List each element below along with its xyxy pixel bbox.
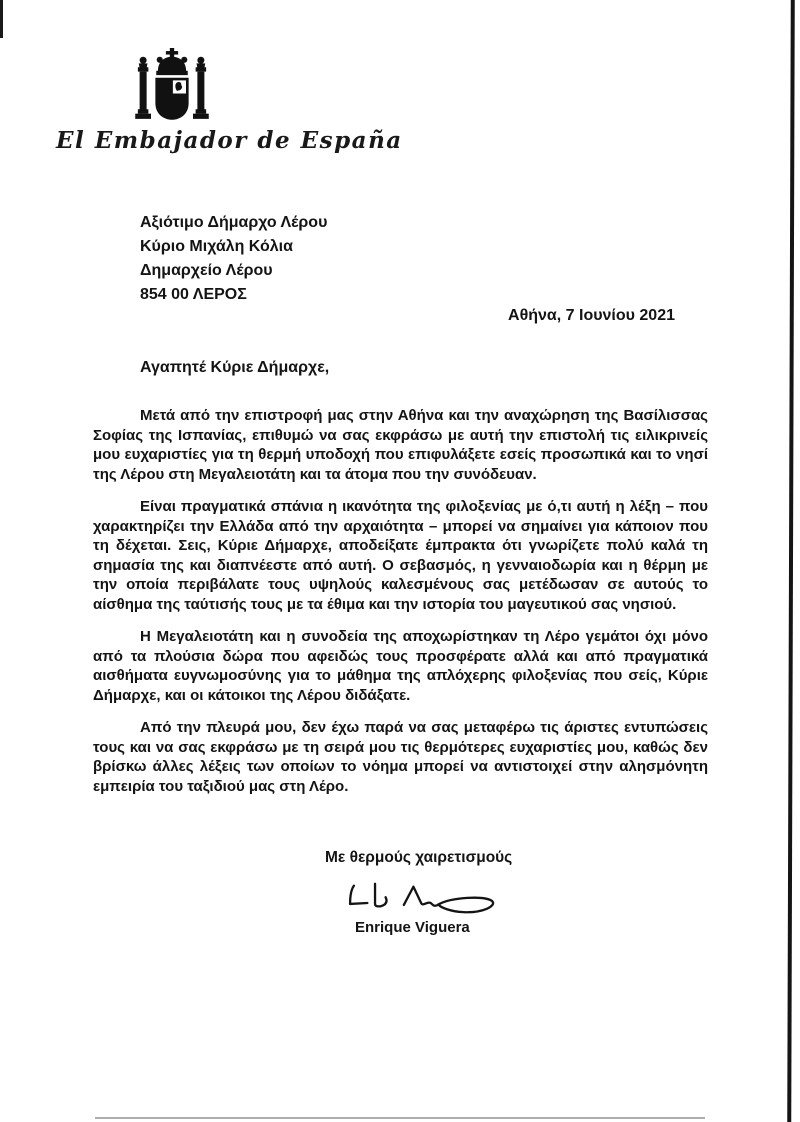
recipient-line: 854 00 ΛΕΡΟΣ: [140, 286, 247, 303]
recipient-address: [140, 211, 327, 307]
scan-artifact-bottom-edge: [95, 1117, 705, 1119]
salutation: Αγαπητέ Κύριε Δήμαρχε,: [140, 359, 330, 376]
body-paragraph-3: Η Μεγαλειοτάτη και η συνοδεία της αποχωρίστηκαν τη Λέρο γεμάτοι όχι μόνο από τα πλούσια δώρα που αφειδώς τους προσφέρατε αλλά και από πραγματικά αισθήματα ευγνωμοσύνης για το μάθημα της απλόχερης φιλοξενίας που σείς, Κύριε Δήμαρχε, και οι κάτοικοι της Λέρου διδάξατε.: [93, 628, 708, 704]
recipient-line: Δημαρχείο Λέρου: [140, 262, 273, 279]
closing-phrase: Με θερμούς χαιρετισμούς: [325, 849, 513, 866]
recipient-line: Κύριο Μιχάλη Κόλια: [140, 238, 293, 255]
date-line: Αθήνα, 7 Ιουνίου 2021: [508, 307, 675, 324]
letter-body: [93, 406, 708, 809]
spain-coat-of-arms-icon: [128, 48, 216, 132]
body-paragraph-2: Είναι πραγματικά σπάνια η ικανότητα της φιλοξενίας με ό,τι αυτή η λέξη – που χαρακτηρίζει την Ελλάδα από την αρχαιότητα – μπορεί να σημαίνει για κάποιον που τη δέχεται. Σεις, Κύριε Δήμαρχε, αποδείξατε έμπρακτα ότι γνωρίζετε πολύ καλά τη σημασία της και διαπνέεστε από αυτή. Ο σεβασμός, η γενναιοδωρία και η θέρμη με την οποία περιβάλατε τους υψηλούς καλεσμένους σας μετέδωσαν σε αυτούς το αίσθημα της ταύτισής τους με τα έθιμα και την ιστορία του μαγευτικού σας νησιού.: [93, 498, 708, 613]
signatory-name: Enrique Viguera: [355, 919, 470, 936]
letterhead-title: El Embajador de España: [56, 127, 403, 154]
scan-artifact-top-left: [0, 0, 3, 38]
body-paragraph-4: Από την πλευρά μου, δεν έχω παρά να σας μεταφέρω τις άριστες εντυπώσεις τους και να σας εκφράσω με τη σειρά μου τις θερμότερες ευχαριστίες μου, καθώς δεν βρίσκω άλλες λέξεις των οποίων το νόημα μπορεί να αντιστοιχεί στην αλησμόνητη εμπειρία του ταξιδιού μας στη Λέρο.: [93, 719, 708, 795]
recipient-line: Αξιότιμο Δήμαρχο Λέρου: [140, 214, 328, 231]
body-paragraph-1: Μετά από την επιστροφή μας στην Αθήνα και την αναχώρηση της Βασίλισσας Σοφίας της Ισπανίας, επιθυμώ να σας εκφράσω με αυτή την επιστολή τις ειλικρινείς μου ευχαριστίες για τη θερμή υποδοχή που επιφυλάξετε εσείς προσωπικά και το νησί της Λέρου στη Μεγαλειοτάτη και τα άτομα που την συνόδευαν.: [93, 407, 708, 483]
scan-artifact-right-edge: [787, 0, 795, 1122]
